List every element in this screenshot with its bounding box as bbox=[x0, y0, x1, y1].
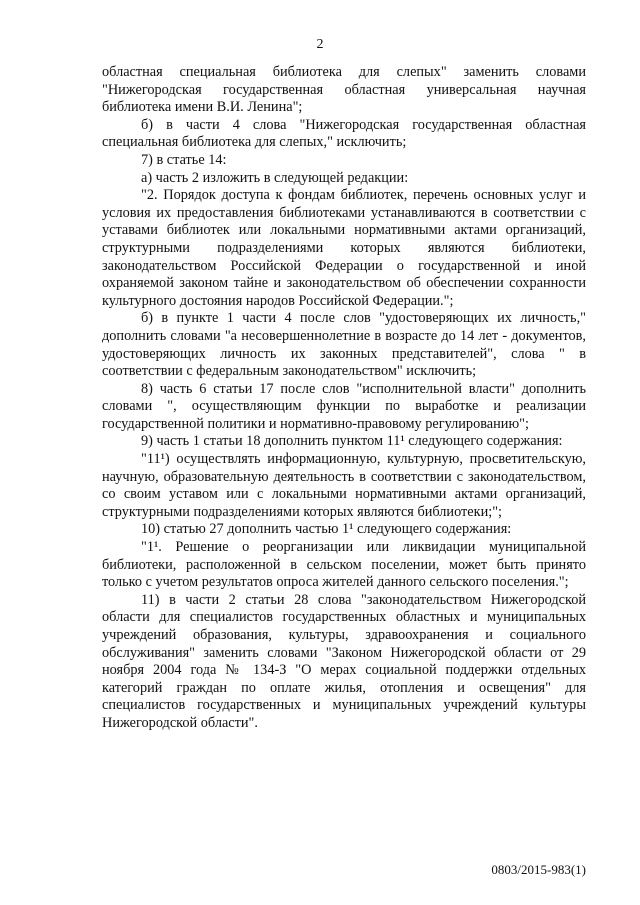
document-body bbox=[102, 64, 586, 733]
paragraph: 10) статью 27 дополнить частью 1¹ следующего содержания: bbox=[141, 521, 512, 538]
paragraph: "1¹. Решение о реорганизации или ликвидации муниципальной библиотеки, расположенной в сельском поселении, может быть принято только с учетом результатов опроса жителей данного сельского поселения."; bbox=[102, 539, 586, 591]
paragraph: а) часть 2 изложить в следующей редакции: bbox=[141, 169, 409, 186]
paragraph: 8) часть 6 статьи 17 после слов "исполнительной власти" дополнить словами ", осуществляющим функции по выработке и реализации государственной политики и нормативно-правовому регулированию"; bbox=[102, 380, 586, 432]
paragraph: "11¹) осуществлять информационную, культурную, просветительскую, научную, образовательную деятельность в соответствии с законодательством, со своим уставом или с локальными нормативными актами организаций, структурными подразделениями которых являются библиотеки;"; bbox=[102, 451, 586, 520]
document-code: 0803/2015-983(1) bbox=[491, 862, 586, 877]
paragraph: "2. Порядок доступа к фондам библиотек, перечень основных услуг и условия их предоставления библиотеками устанавливаются в соответствии с уставами библиотек или локальными нормативными актами организаций, структурными подразделениями которых являются библиотеки, законодательством Российской Федерации о государственной и иной охраняемой законом тайне и законодательством об обеспечении сохранности культурного достояния народов Российской Федерации."; bbox=[102, 187, 586, 309]
paragraph: 7) в статье 14: bbox=[141, 151, 227, 168]
paragraph: б) в части 4 слова "Нижегородская государственная областная специальная библиотека для слепых," исключить; bbox=[102, 116, 586, 151]
paragraph: 11) в части 2 статьи 28 слова "законодательством Нижегородской области для специалистов государственных областных и муниципальных учреждений образования, культуры, здравоохранения и социального обслуживания" заменить словами "Законом Нижегородской области от 29 ноября 2004 года № 134-З "О мерах социальной поддержки отдельных категорий граждан по оплате жилья, отопления и освещения" для специалистов государственных и муниципальных учреждений культуры Нижегородской области". bbox=[102, 591, 586, 731]
paragraph: б) в пункте 1 части 4 после слов "удостоверяющих их личность," дополнить словами "а несовершеннолетние в возрасте до 14 лет - документов, удостоверяющих личность их законных представителей", слова " в соответствии с федеральным законодательством" исключить; bbox=[102, 310, 586, 380]
page-number: 2 bbox=[316, 37, 324, 52]
paragraph: 9) часть 1 статьи 18 дополнить пунктом 11¹ следующего содержания: bbox=[141, 433, 563, 450]
paragraph: областная специальная библиотека для слепых" заменить словами "Нижегородская государственная областная универсальная научная библиотека имени В.И. Ленина"; bbox=[102, 64, 586, 116]
